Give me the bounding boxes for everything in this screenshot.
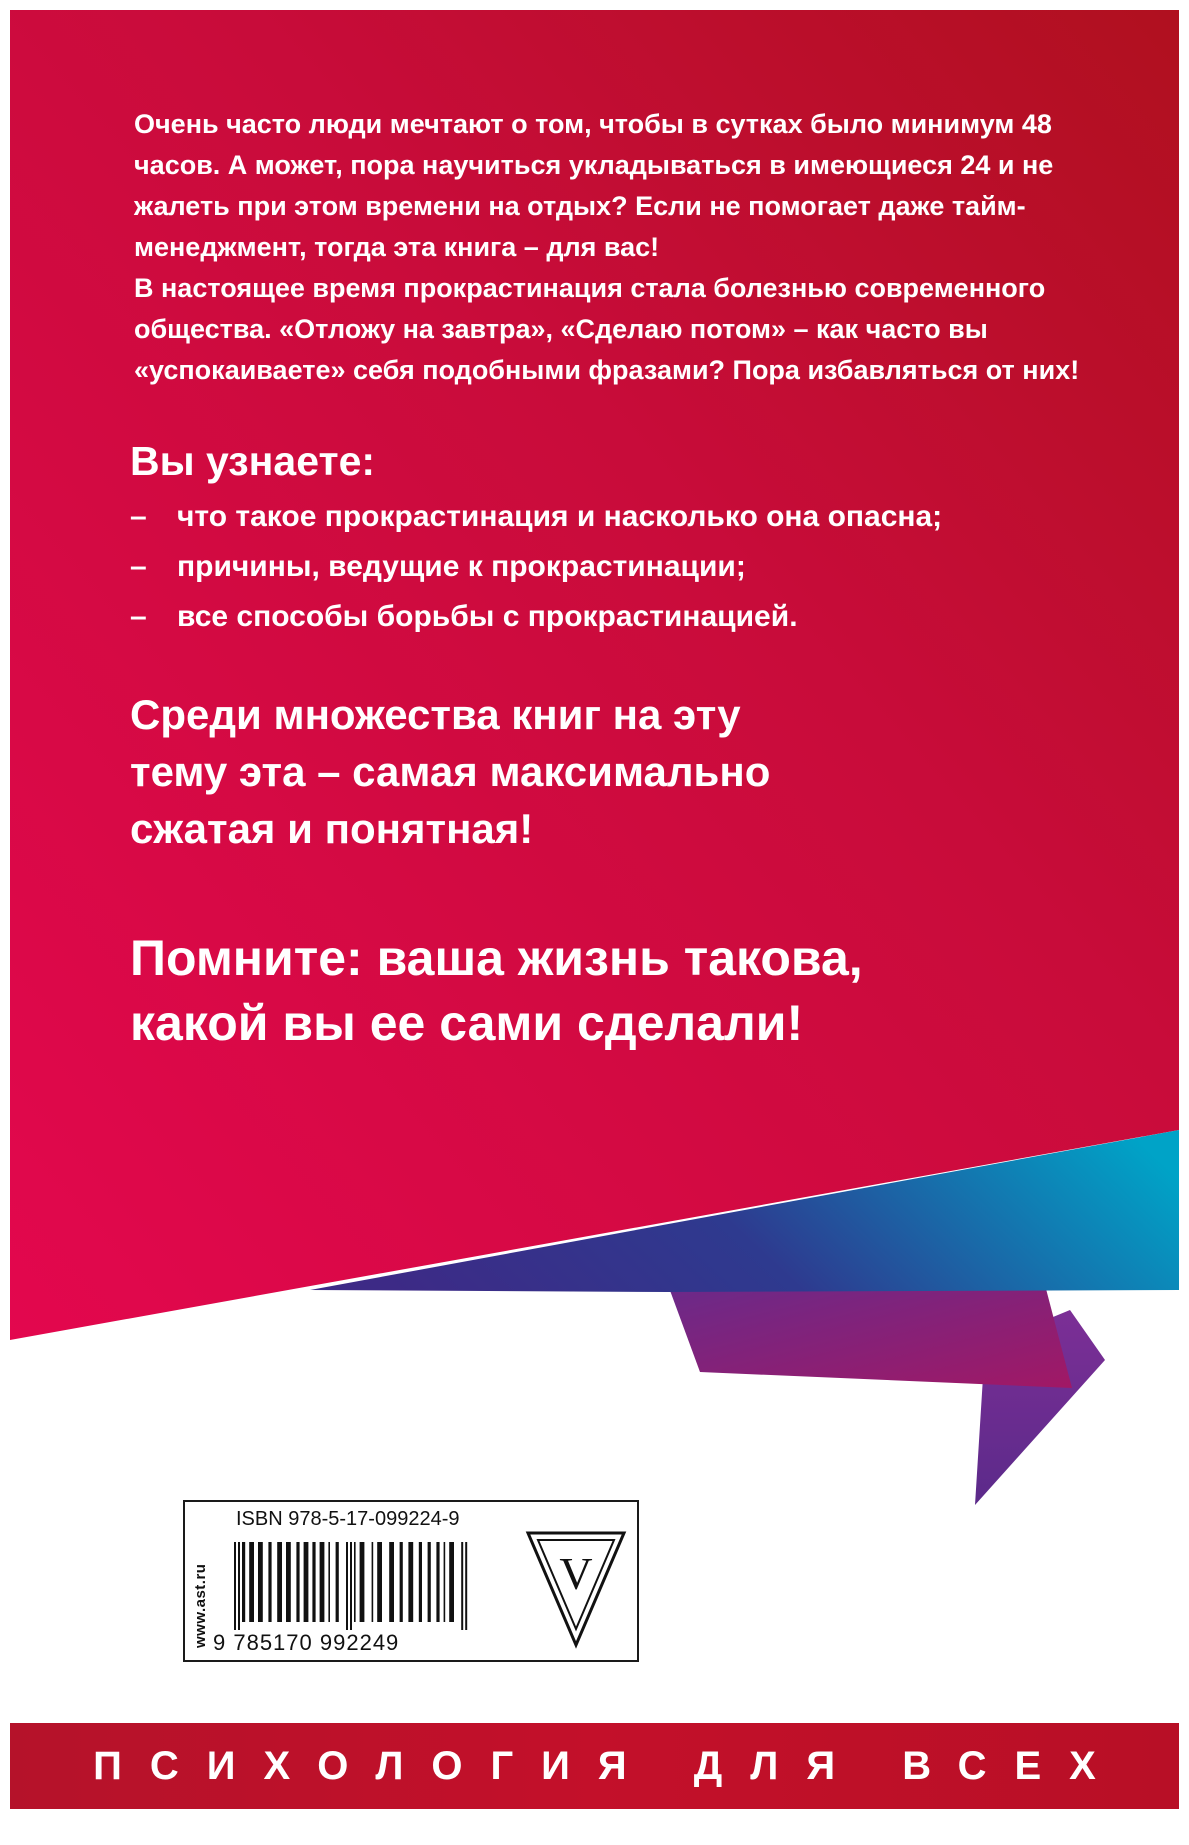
barcode-bars: [232, 1542, 478, 1630]
barcode-bar: [419, 1542, 422, 1622]
list-item-text: причины, ведущие к прокрастинации;: [177, 550, 746, 583]
barcode-bar: [428, 1542, 431, 1622]
barcode-bar: [408, 1542, 413, 1622]
isbn-label: ISBN 978-5-17-099224-9: [236, 1508, 460, 1530]
reminder-line-1: Помните: ваша жизнь такова,: [130, 930, 863, 986]
series-title: ПСИХОЛОГИЯ ДЛЯ ВСЕХ: [93, 1744, 1124, 1788]
claim-line-3: сжатая и понятная!: [130, 805, 534, 852]
claim-line-1: Среди множества книг на эту: [130, 691, 741, 738]
barcode-bar: [320, 1542, 325, 1622]
publisher-logo-icon: [522, 1527, 630, 1651]
list-item-text: все способы борьбы с прокрастинацией.: [177, 600, 798, 633]
barcode-bar: [377, 1542, 382, 1622]
barcode-bar: [249, 1542, 254, 1622]
list-bullet: –: [130, 500, 147, 533]
barcode-bar: [268, 1542, 271, 1622]
barcode-bar: [461, 1542, 463, 1630]
barcode-bar: [400, 1542, 403, 1622]
barcode-bar: [336, 1542, 339, 1622]
barcode-bar: [312, 1542, 315, 1622]
barcode-digits: 9 785170 992249: [213, 1630, 400, 1655]
list-item: [130, 592, 1090, 642]
intro-text: [134, 104, 1094, 391]
barcode-bar: [286, 1542, 291, 1622]
learn-heading: Вы узнаете:: [130, 438, 376, 484]
site-url: www.ast.ru: [192, 1563, 209, 1648]
barcode-bar: [346, 1542, 348, 1630]
barcode-bar: [372, 1542, 374, 1622]
barcode-bar: [277, 1542, 282, 1622]
barcode-bar: [465, 1542, 467, 1630]
barcode-bar: [436, 1542, 439, 1622]
list-item: [130, 542, 1090, 592]
publisher-logo-letter: V: [559, 1548, 593, 1599]
barcode-bar: [234, 1542, 236, 1630]
barcode-bar: [296, 1542, 299, 1622]
barcode-bar: [304, 1542, 309, 1622]
barcode-bar: [360, 1542, 365, 1622]
ribbon-fold: [668, 1285, 1072, 1388]
barcode-bar: [258, 1542, 263, 1622]
barcode-bar: [350, 1542, 352, 1630]
claim-line-2: тему эта – самая максимально: [130, 748, 771, 795]
list-bullet: –: [130, 600, 147, 633]
barcode-bar: [238, 1542, 240, 1630]
intro-paragraph-1: Очень часто люди мечтают о том, чтобы в сутках было минимум 48 часов. А может, пора научиться укладываться в имеющиеся 24 и не жалеть при этом времени на отдых? Если не помогает даже тайм-менеджмент, тогда эта книга – для вас!: [134, 109, 1054, 262]
barcode-bar: [444, 1542, 446, 1622]
claim-text: [130, 686, 890, 857]
reminder-line-2: какой вы ее сами сделали!: [130, 995, 804, 1051]
list-bullet: –: [130, 550, 147, 583]
intro-paragraph-2: В настоящее время прокрастинация стала болезнью современного общества. «Отложу на завтра», «Сделаю потом» – как часто вы «успокаиваете» себя подобными фразами? Пора избавляться от них!: [134, 273, 1080, 385]
barcode-bar: [242, 1542, 245, 1622]
reminder-text: [130, 926, 1030, 1056]
barcode-bar: [389, 1542, 394, 1622]
barcode-bar: [354, 1542, 356, 1622]
barcode-bar: [328, 1542, 330, 1622]
list-item: [130, 492, 1090, 542]
barcode-bar: [449, 1542, 454, 1622]
learn-list: [130, 492, 1090, 642]
list-item-text: что такое прокрастинация и насколько она опасна;: [177, 500, 943, 533]
